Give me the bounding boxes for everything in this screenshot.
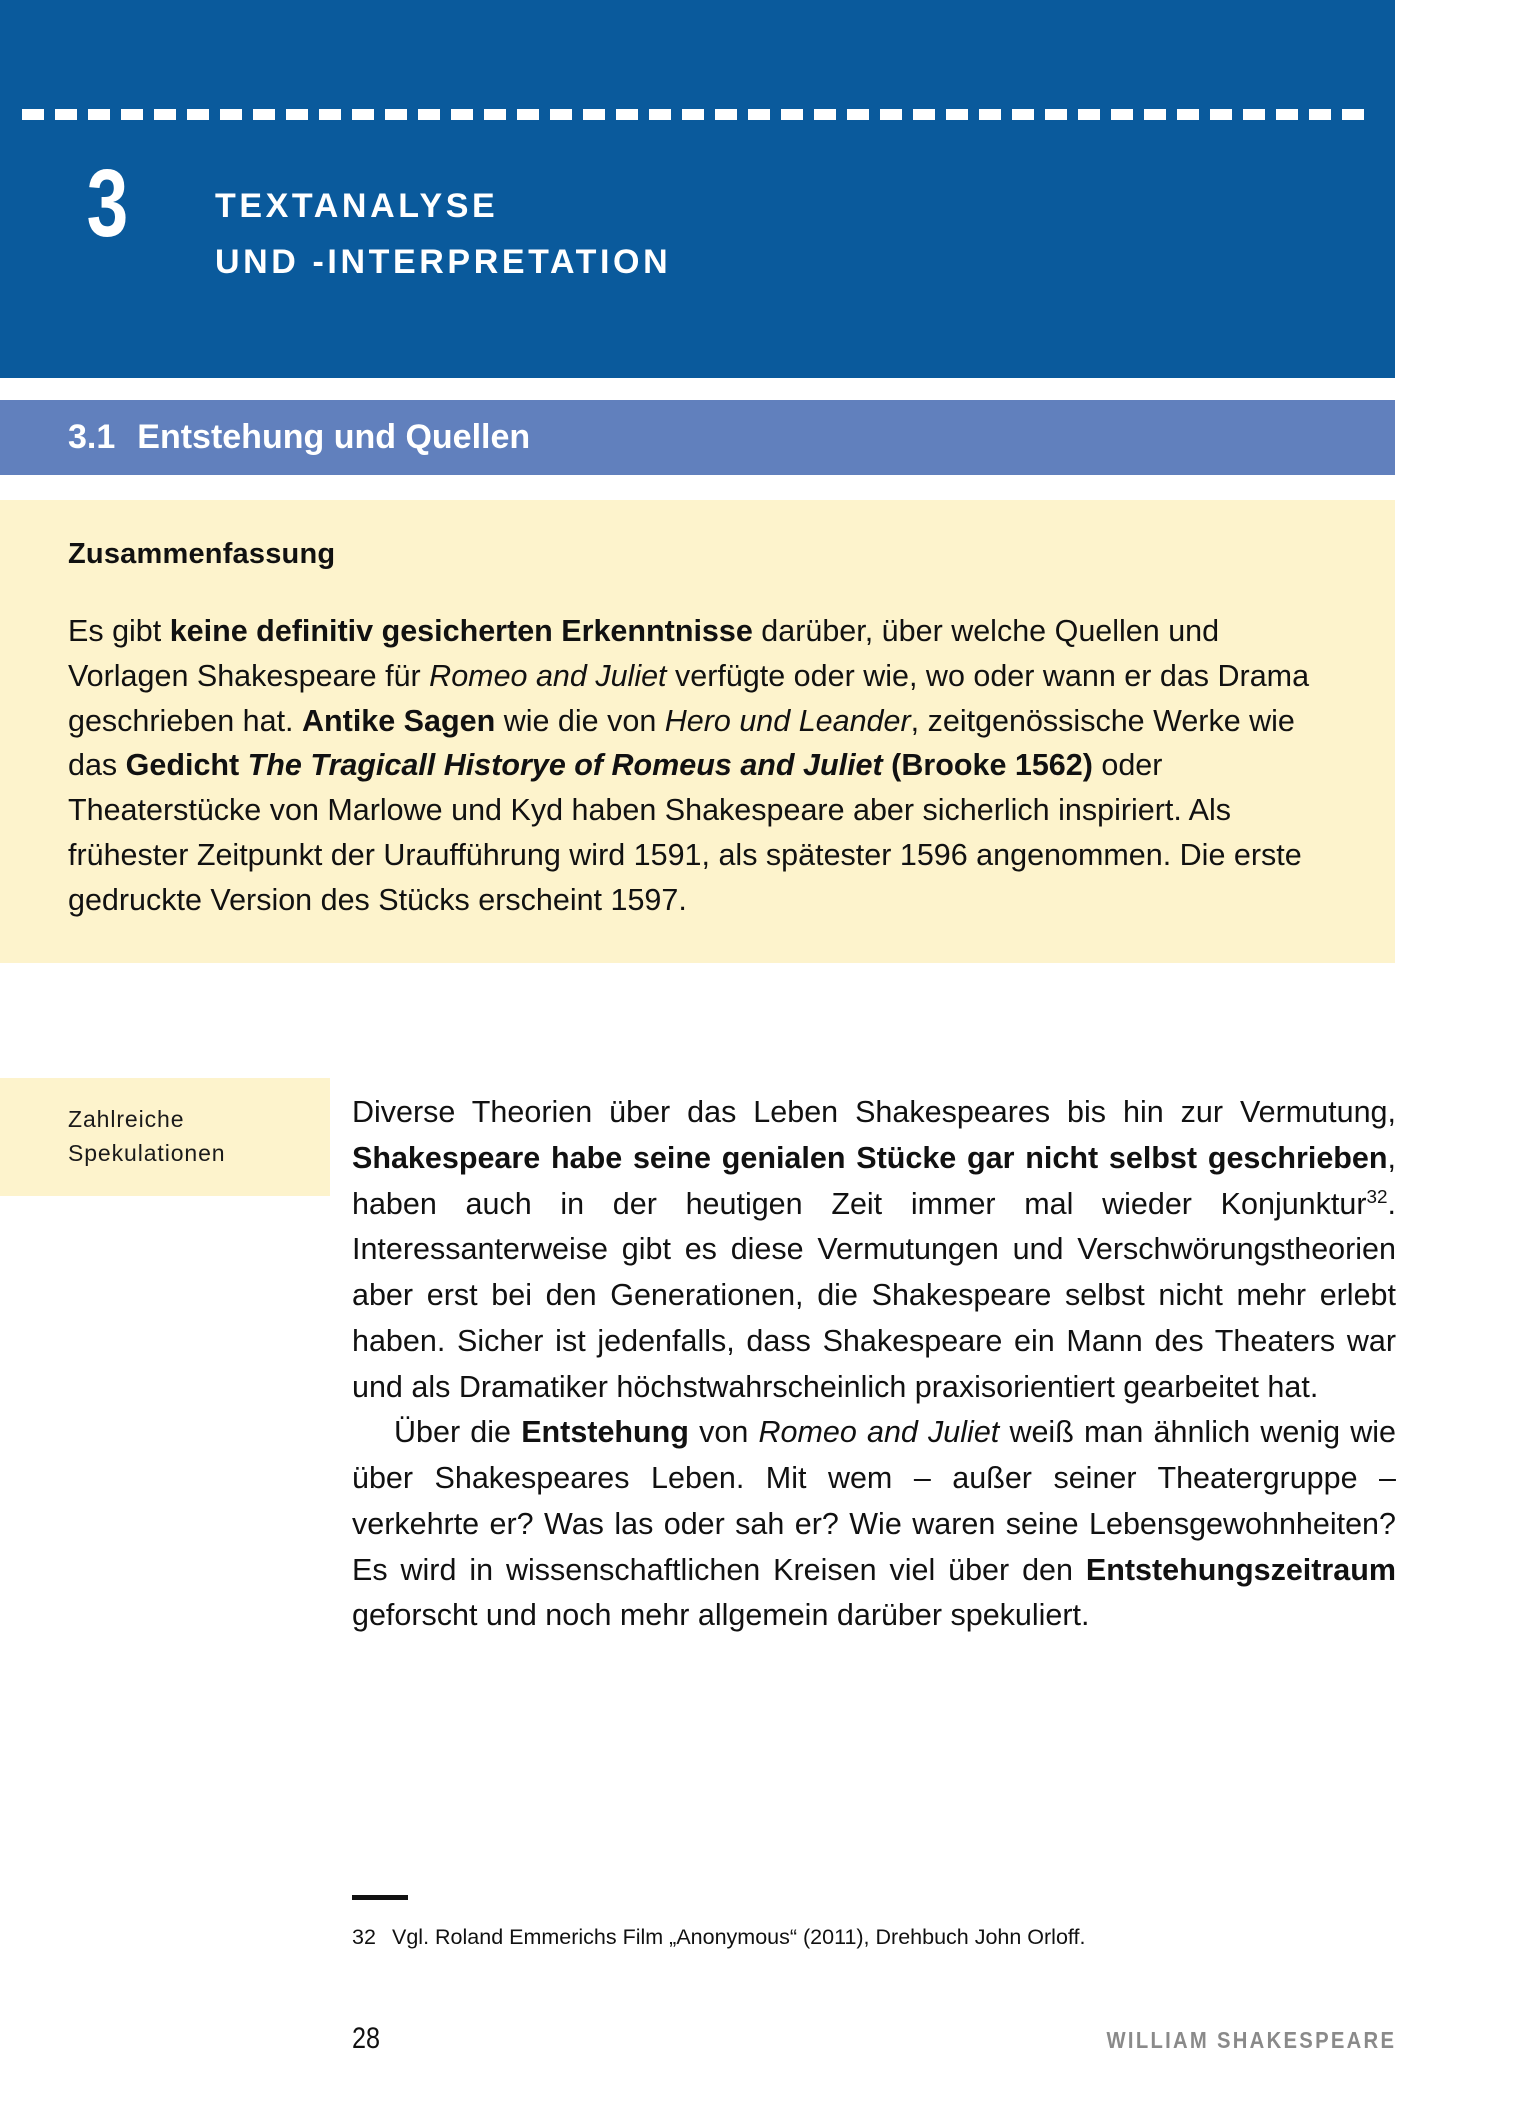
section-number: 3.1: [68, 418, 116, 456]
chapter-header-content: [0, 150, 1395, 290]
summary-paragraph: Es gibt keine definitiv gesicherten Erkenntnisse darüber, über welche Quellen und Vorlagen Shakespeare für Romeo and Juliet verfügte oder wie, wo oder wann er das Drama geschrieben hat. Antike Sagen wie die von Hero und Leander, zeitgenössische Werke wie das Gedicht The Tragicall Historye of Romeus and Juliet (Brooke 1562) oder Theaterstücke von Marlowe und Kyd haben Shakespeare aber sicherlich inspiriert. Als frühester Zeitpunkt der Uraufführung wird 1591, als spätester 1596 angenommen. Die erste gedruckte Version des Stücks erscheint 1597.: [68, 614, 1310, 917]
chapter-title: [215, 160, 671, 290]
footnote-entry: [352, 1922, 1396, 1952]
section-title: Entstehung und Quellen: [137, 418, 531, 456]
footnote-separator-rule: [352, 1895, 408, 1900]
running-title: WILLIAM SHAKESPEARE: [1106, 2027, 1396, 2053]
margin-note-line-2: Spekulationen: [68, 1140, 226, 1167]
margin-note-line-1: Zahlreiche: [68, 1106, 185, 1132]
summary-heading: Zusammenfassung: [68, 538, 336, 570]
body-text-column: [352, 1090, 1396, 1639]
body-paragraph-2: Über die Entstehung von Romeo and Juliet weiß man ähnlich wenig wie über Shakespeares Leben. Mit wem – außer seiner Theatergruppe – verkehrte er? Was las oder sah er? Wie waren seine Lebensgewohnheiten? Es wird in wissenschaftlichen Kreisen viel über den Entstehungszeitraum geforscht und noch mehr allgemein darüber spekuliert.: [352, 1415, 1397, 1633]
margin-note-box: [0, 1078, 330, 1196]
page-footer: [352, 2022, 1396, 2056]
dashed-divider-rule: [22, 109, 1370, 120]
chapter-title-line-2: UND -INTERPRETATION: [215, 243, 672, 282]
footnote-text: Vgl. Roland Emmerichs Film „Anonymous“ (2011), Drehbuch John Orloff.: [392, 1925, 1086, 1949]
body-paragraph-1: Diverse Theorien über das Leben Shakespeares bis hin zur Vermutung, Shakespeare habe seine genialen Stücke gar nicht selbst geschrieben, haben auch in der heutigen Zeit immer mal wieder Konjunktur$^{32}$. Interessanterweise gibt es diese Vermutungen und Verschwörungstheorien aber erst bei den Generationen, die Shakespeare selbst nicht mehr erlebt haben. Sicher ist jedenfalls, dass Shakespeare ein Mann des Theaters war und als Dramatiker höchstwahrscheinlich praxisorientiert gearbeitet hat.: [352, 1095, 1396, 1404]
chapter-header-band: [0, 0, 1395, 378]
chapter-title-line-1: TEXTANALYSE: [215, 187, 499, 225]
chapter-number: 3: [86, 150, 129, 257]
section-heading-bar: [0, 400, 1395, 475]
summary-box: [0, 500, 1395, 963]
footnote-number: 32: [352, 1925, 376, 1949]
footnote-area: [352, 1895, 1396, 1952]
page-number: 28: [352, 2022, 381, 2055]
